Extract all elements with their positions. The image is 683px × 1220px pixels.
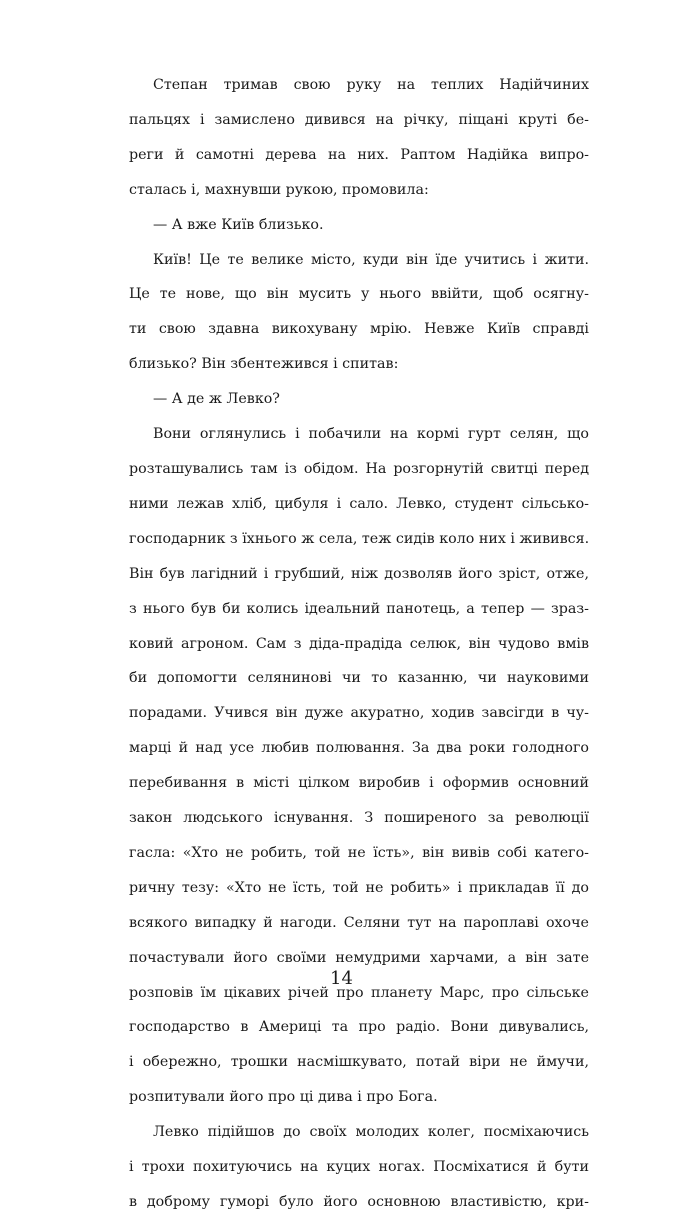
text-line: марці й над усе любив полювання. За два роки голодного [129, 740, 589, 757]
text-line: би допомогти селянинові чи то казанню, чи науковими [129, 670, 589, 687]
text-line: — А вже Київ близько. [153, 216, 324, 233]
text-line: всякого випадку й нагоди. Селяни тут на пароплаві охоче [129, 914, 589, 931]
text-line: з нього був би колись ідеальний панотець, а тепер — зраз- [129, 600, 589, 617]
paragraph [105, 382, 589, 417]
text-line: закон людського існування. З поширеного за революції [129, 810, 589, 827]
text-line: розташувались там із обідом. На розгорнутій свитці перед [129, 460, 589, 477]
text-line: Степан тримав свою руку на теплих Надійчиних [153, 77, 589, 93]
page-body [105, 68, 589, 1220]
text-line: і трохи похитуючись на куцих ногах. Посміхатися й бути [129, 1159, 589, 1176]
text-line: — А де ж Левко? [153, 391, 280, 408]
text-line: ними лежав хліб, цибуля і сало. Левко, студент сільсько- [129, 495, 589, 512]
paragraph [105, 68, 589, 208]
text-line: і обережно, трошки насмішкувато, потай віри не ймучи, [129, 1054, 589, 1071]
text-line: почастували його своїми немудрими харчами, а він зате [129, 949, 589, 966]
text-line: Це те нове, що він мусить у нього ввійти, щоб осягну- [129, 286, 589, 303]
text-line: ковий агроном. Сам з діда-прадіда селюк, він чудово вмів [129, 635, 589, 652]
paragraph [105, 243, 589, 383]
text-line: в доброму гуморі було його основною властивістю, кри- [129, 1194, 589, 1210]
paragraph [105, 208, 589, 243]
text-line: реги й самотні дерева на них. Раптом Надійка випро- [129, 146, 589, 163]
text-line: господарник з їхнього ж села, теж сидів коло них і живився. [129, 530, 590, 547]
text-line: гасла: «Хто не робить, той не їсть», він вивів собі катего- [129, 844, 589, 861]
text-line: перебивання в місті цілком виробив і оформив основний [129, 775, 589, 792]
page-number: 14 [330, 968, 353, 989]
text-line: Вони оглянулись і побачили на кормі гурт селян, що [153, 426, 589, 443]
text-line: Він був лагідний і грубший, ніж дозволяв його зріст, отже, [129, 565, 589, 582]
text-line: пальцях і замислено дивився на річку, піщані круті бе- [129, 111, 589, 128]
text-line: розповів їм цікавих річей про планету Марс, про сільське [129, 984, 589, 1001]
paragraph [105, 1115, 589, 1220]
text-line: близько? Він збентежився і спитав: [129, 356, 399, 373]
text-line: ричну тезу: «Хто не їсть, той не робить» і прикладав її до [129, 879, 589, 896]
text-line: ти свою здавна викохувану мрію. Невже Київ справді [129, 321, 589, 338]
text-line: господарство в Америці та про радіо. Вони дивувались, [129, 1019, 589, 1036]
text-line: розпитували його про ці дива і про Бога. [129, 1089, 438, 1106]
text-line: порадами. Учився він дуже акуратно, ходив завсігди в чу- [129, 705, 589, 722]
paragraph [105, 417, 589, 1115]
text-line: Левко підійшов до своїх молодих колег, посміхаючись [153, 1124, 589, 1141]
text-line: сталась і, махнувши рукою, промовила: [129, 181, 429, 198]
text-line: Київ! Це те велике місто, куди він їде учитись і жити. [153, 251, 589, 268]
